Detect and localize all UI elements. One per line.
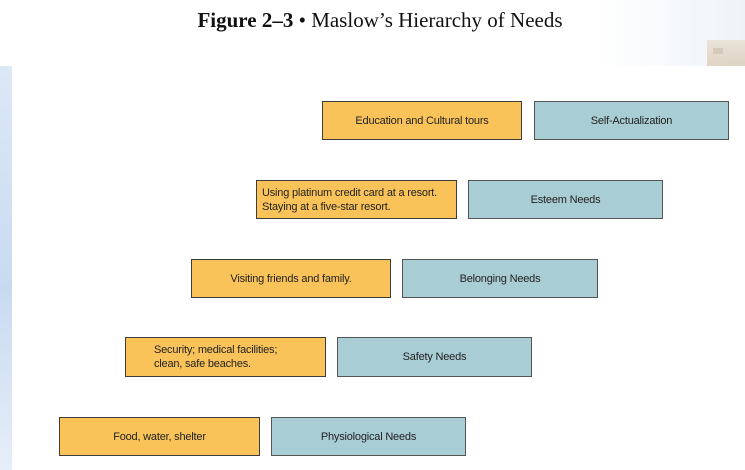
slide-side-band (0, 66, 12, 470)
figure-title (0, 8, 745, 33)
need-label: Belonging Needs (459, 272, 541, 285)
need-box-physiological (271, 417, 466, 456)
figure-separator: • (293, 8, 312, 32)
need-box-esteem (468, 180, 663, 219)
need-label: Esteem Needs (530, 193, 601, 206)
example-label: Visiting friends and family. (230, 272, 352, 285)
need-box-self-actualization (534, 101, 729, 140)
example-label: Security; medical facilities; clean, safe beaches. (154, 344, 278, 370)
example-label: Using platinum credit card at a resort. Staying at a five-star resort. (262, 186, 437, 213)
need-label: Physiological Needs (320, 430, 417, 443)
example-box-belonging (191, 259, 391, 298)
example-label: Education and Cultural tours (355, 114, 489, 127)
example-box-safety (125, 337, 326, 377)
figure-caption: Maslow’s Hierarchy of Needs (311, 8, 563, 32)
example-box-esteem (256, 180, 457, 219)
figure-number: Figure 2–3 (197, 8, 294, 32)
need-box-belonging (402, 259, 598, 298)
diagram-canvas (12, 66, 745, 470)
need-box-safety (337, 337, 532, 377)
example-label: Food, water, shelter (113, 430, 206, 443)
need-label: Safety Needs (402, 351, 467, 363)
corner-decoration (707, 40, 745, 66)
example-box-physiological (59, 417, 260, 456)
need-label: Self-Actualization (590, 114, 673, 127)
example-box-self-actualization (322, 101, 522, 140)
